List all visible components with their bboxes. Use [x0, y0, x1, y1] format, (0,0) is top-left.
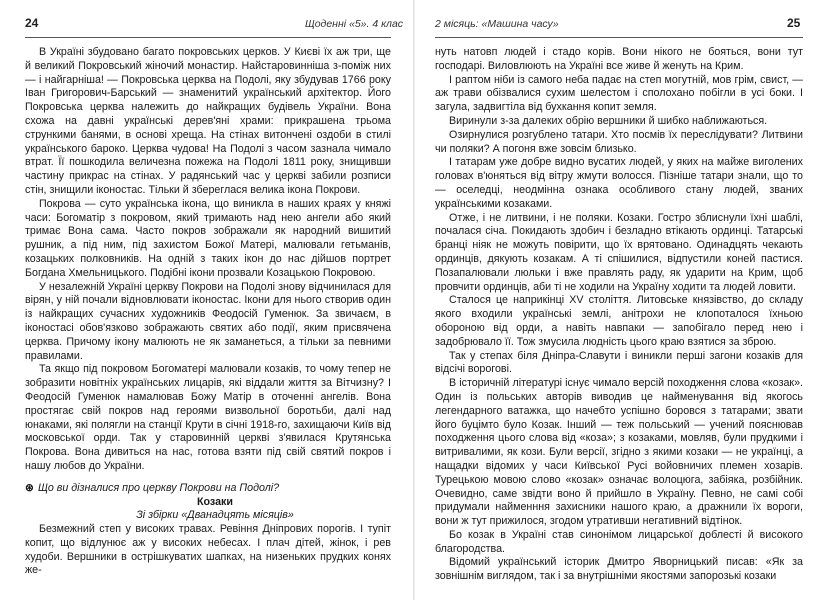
page-number: 24	[25, 16, 39, 30]
page-body	[25, 46, 391, 578]
paragraph: І татарам уже добре видно вусатих людей, у яких на майже виголених головах в'юняться від вітру жмути волосся. Пізніше татари знали, що то — оселедці, неодмінна ознака особливого стану людей, званих українськими козаками.	[435, 156, 803, 210]
paragraph: В історичній літературі існує чимало версій походження слова «козак». Один із польських авторів виводив це найменування від якогось легендарного ватажка, що начебто успішно боровся з татарами; звати його буцімто було Козак. Інший — теж польський — учений пояснював походження цього слова від «коза»; з козаками, мовляв, були прудкими і витривалими, як кози. Були версії, згідно з якими козаки — не українці, а нащадки відомих у часи Київської Русі войовничих племен хозарів. Турецькою мовою слово «козак» означає волоцюга, забіяка, розбійник. Очевидно, саме звідти воно й прийшло в Україну. Певно, не самі собі придумали найменння захисники нашого краю, а дражнили їх вороги, вони ж тут прижилося, згодом утративши негативний відтінок.	[435, 377, 803, 528]
paragraph: Виринули з-за далеких обрію вершники й шибко наближаються.	[449, 114, 768, 127]
paragraph: В Україні збудовано багато покровських церков. У Києві їх аж три, ще й великий Покровський жіночий монастир. Найстаровинніша з-поміж них — і найгарніша! — Покровська церква на Подолі, яку збудував 1766 року Іван Григорович-Барський — знаменитий український архітектор. Його Покровська церква належить до найкращих будівель України. Вона схожа на давні українські дерев'яні храми: прикрашена трьома стрункими банями, в основі хреща. На стінах витончені оздоби в стилі українського бароко. Церква чудова! На Подолі з часом зазнала чимало втрат. Її пошкодила величезна пожежа на Подолі 1811 року, знищивши частину прикрас на стінах. У радянський час у церкві забили розписи стін, знищили іконостас. Тільки й збереглася велика ікона Покрови.	[25, 46, 391, 196]
running-header: Щоденні «5». 4 клас	[305, 18, 404, 30]
paragraph: Покрова — суто українська ікона, що виникла в наших краях у княжі часи: Богоматір з покровом, який тримають над нею ангели або який тримає Вона сама. Часто покров зображали як народний вишитий рушник, а під ним, під захистом Божої Матері, малювали гетьманів, козацьких полковників. На одній з таких ікон до нас дійшов портрет Богдана Хмельницького. Подібні ікони прозвали Козацькою Покровою.	[25, 197, 391, 279]
running-header: 2 місяць: «Машина часу»	[435, 18, 559, 30]
page-number: 25	[787, 16, 801, 30]
paragraph: Отже, і не литвини, і не поляки. Козаки. Гостро зблиснули їхні шаблі, почалася січа. Покидають здобич і безладно втікають ординці. Татарські бранці ніяк не можуть повірити, що їх врятовано. Одинадцять чекають ординців, дякують козакам. А ті спішилися, відпустили коней пастися. Позапалювали люльки і вже правлять раду, як ударити на Крим, щоб провчити ординців, аби ті не ходили на Україну ходити та людей ловити.	[435, 211, 803, 293]
page-body	[435, 46, 803, 584]
paragraph: Сталося це наприкінці XV століття. Литовське князівство, до складу якого входили українські землі, анітрохи не клопоталося їхньою обороною від орди, а навіть навпаки — запобігало перед нею і задобрювало її. Тож змусила людність цього краю взятися за зброю.	[435, 294, 803, 348]
right-page	[415, 0, 829, 600]
paragraph: Відомий український історик Дмитро Яворницький писав: «Як за зовнішнім виглядом, так і за внутрішніми якостями запорозькі козаки	[435, 556, 803, 583]
paragraph: Та якщо під покровом Богоматері малювали козаків, то чому тепер не зобразити новітніх українських лицарів, які віддали життя за Вітчизну? І Феодосій Гуменюк намалював Божу Матір в оточенні ангелів. Вона простягає свій покров над героями визвольної боротьби, далі над юнаками, які полягли на станції Крути в січні 1918-го, захищаючи Київ від московської орди. Так у старовинній церкві з'явилася Крутянська Покрова. Вона дивиться на нас, готова взяти під свій святий покров і нашу любов до України.	[25, 363, 391, 472]
header-rule	[435, 37, 803, 38]
story-title: Козаки	[197, 495, 233, 508]
header-rule	[25, 37, 391, 38]
paragraph: нуть натовп людей і стадо корів. Вони нікого не бояться, вони тут господарі. Виловлюють на Україні все живе й женуть на Крим.	[435, 46, 803, 72]
paragraph: Безмежний степ у високих травах. Ревіння Дніпрових порогів. І тупіт копит, що відлунює аж у високих небесах. І плач дітей, жінок, і рев худоби. Вершники в острішкуватих шапках, на низеньких прудких конях же-	[25, 523, 391, 577]
paragraph: Бо козак в Україні став синонімом лицарської доблесті й високого благородства.	[435, 528, 803, 555]
question	[25, 482, 391, 496]
paragraph: Озирнулися розгублено татари. Хто посмів їх переслідувати? Литвини чи поляки? А погоня вже зовсім близько.	[435, 128, 803, 155]
story-subtitle: Зі збірки «Дванадцять місяців»	[136, 509, 294, 522]
question-text: Що ви дізналися про церкву Покрови на Подолі?	[37, 481, 280, 494]
left-page	[0, 0, 414, 600]
paragraph: У незалежній Україні церкву Покрови на Подолі знову відчинилася для вірян, у ній почали відновлювати іконостас. Ікони для нього створив один із найкращих сучасних художників Феодосій Гуменюк. За звичаєм, в іконостасі обов'язково зображають святих або події, яким присвячена церква. Причому ікону малюють не як заманеться, а тільки за певними правилами.	[25, 280, 391, 362]
paragraph: Так у степах біля Дніпра-Славути і виникли перші загони козаків для відсічі ворогові.	[435, 349, 803, 376]
paragraph: І раптом ніби із самого неба падає на степ могутній, мов грім, свист, — аж трави обізвалися сухим шелестом і сполохано побігли в усі боки. І загула, задвигтіла від бухкання копит земля.	[435, 73, 803, 114]
question-icon: ⊛	[25, 481, 34, 494]
